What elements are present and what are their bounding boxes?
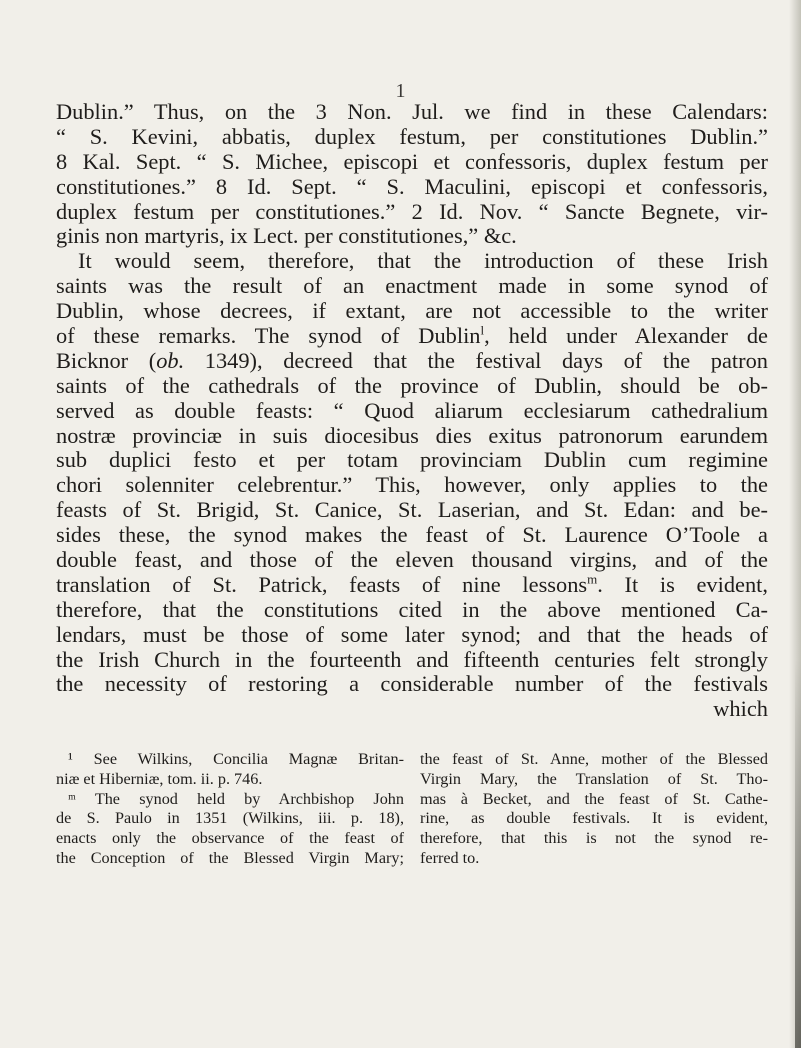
footnote-line: niæ et Hiberniæ, tom. ii. p. 746. bbox=[56, 769, 263, 788]
footnotes-right-column bbox=[420, 750, 768, 869]
text-line: the Irish Church in the fourteenth and fifteenth centuries felt strongly bbox=[56, 646, 768, 672]
text-line: served as double feasts: “ Quod aliarum ecclesiarum cathedralium bbox=[56, 397, 768, 423]
text-line: “ S. Kevini, abbatis, duplex festum, per constitutiones Dublin.” bbox=[56, 123, 768, 149]
main-text bbox=[56, 100, 768, 722]
text-line: chori solenniter celebrentur.” This, however, only applies to the bbox=[56, 472, 768, 498]
text-line: Dublin, whose decrees, if extant, are not accessible to the writer bbox=[56, 298, 768, 324]
footnotes-left-column bbox=[56, 750, 404, 869]
footnote-ref-m: m bbox=[587, 571, 598, 587]
text-fragment: translation of St. Patrick, feasts of nine lessons bbox=[56, 571, 588, 597]
text-line: sides these, the synod makes the feast of St. Laurence O’Toole a bbox=[56, 522, 768, 548]
footnote-line: the Conception of the Blessed Virgin Mary; bbox=[56, 848, 404, 867]
footnote-line: the feast of St. Anne, mother of the Blessed bbox=[420, 750, 768, 768]
text-line: lendars, must be those of some later synod; and that the heads of bbox=[56, 621, 768, 647]
text-line: therefore, that the constitutions cited in the above mentioned Ca- bbox=[56, 596, 768, 622]
text-line: saints of the cathedrals of the province of Dublin, should be ob- bbox=[56, 372, 768, 398]
footnote-line: rine, as double festivals. It is evident, bbox=[420, 809, 768, 828]
text-line: Dublin.” Thus, on the 3 Non. Jul. we find in these Calendars: bbox=[56, 99, 768, 124]
text-fragment: Bicknor ( bbox=[56, 347, 157, 373]
page-edge-stain bbox=[795, 660, 801, 1048]
text-line: nostræ provinciæ in suis diocesibus dies exitus patronorum earundem bbox=[56, 422, 768, 448]
text-line: feasts of St. Brigid, St. Canice, St. Laserian, and St. Edan: and be- bbox=[56, 497, 768, 523]
text-fragment: 1349), decreed that the festival days of the patron bbox=[184, 347, 768, 373]
text-line bbox=[56, 324, 768, 349]
footnote-line: ferred to. bbox=[420, 848, 480, 867]
text-line: saints was the result of an enactment made in some synod of bbox=[56, 273, 768, 299]
footnote-line: enacts only the observance of the feast of bbox=[56, 829, 404, 848]
text-line: double feast, and those of the eleven thousand virgins, and of the bbox=[56, 547, 768, 573]
italic-ob: ob. bbox=[156, 347, 185, 373]
page-number: 1 bbox=[395, 80, 406, 102]
text-line: duplex festum per constitutiones.” 2 Id. Nov. “ Sancte Begnete, vir- bbox=[56, 198, 768, 224]
footnote-line: ᵐ The synod held by Archbishop John bbox=[68, 789, 404, 808]
text-line: 8 Kal. Sept. “ S. Michee, episcopi et confessoris, duplex festum per bbox=[56, 148, 768, 174]
text-line: ginis non martyris, ix Lect. per constitutiones,” &c. bbox=[56, 223, 517, 249]
footnote-line: mas à Becket, and the feast of St. Cathe- bbox=[420, 789, 768, 808]
footnote-line: Virgin Mary, the Translation of St. Tho- bbox=[420, 769, 768, 788]
footnote-line: de S. Paulo in 1351 (Wilkins, iii. p. 18), bbox=[56, 809, 404, 828]
text-line: constitutiones.” 8 Id. Sept. “ S. Maculini, episcopi et confessoris, bbox=[56, 173, 768, 199]
text-fragment: , held under Alexander de bbox=[484, 323, 768, 349]
text-fragment: . It is evident, bbox=[597, 571, 768, 597]
text-line bbox=[56, 349, 768, 374]
text-fragment: of these remarks. The synod of Dublin bbox=[56, 323, 481, 349]
text-line bbox=[56, 573, 768, 598]
text-line: It would seem, therefore, that the introduction of these Irish bbox=[78, 248, 768, 274]
text-line: the necessity of restoring a considerable number of the festivals bbox=[56, 671, 768, 697]
footnote-ref-l: l bbox=[480, 322, 485, 338]
footnote-line: therefore, that this is not the synod re- bbox=[420, 829, 768, 848]
footnote-line: ¹ See Wilkins, Concilia Magnæ Britan- bbox=[68, 750, 404, 768]
text-line: sub duplici festo et per totam provinciam Dublin cum regimine bbox=[56, 447, 768, 473]
catchword: which bbox=[713, 696, 768, 722]
